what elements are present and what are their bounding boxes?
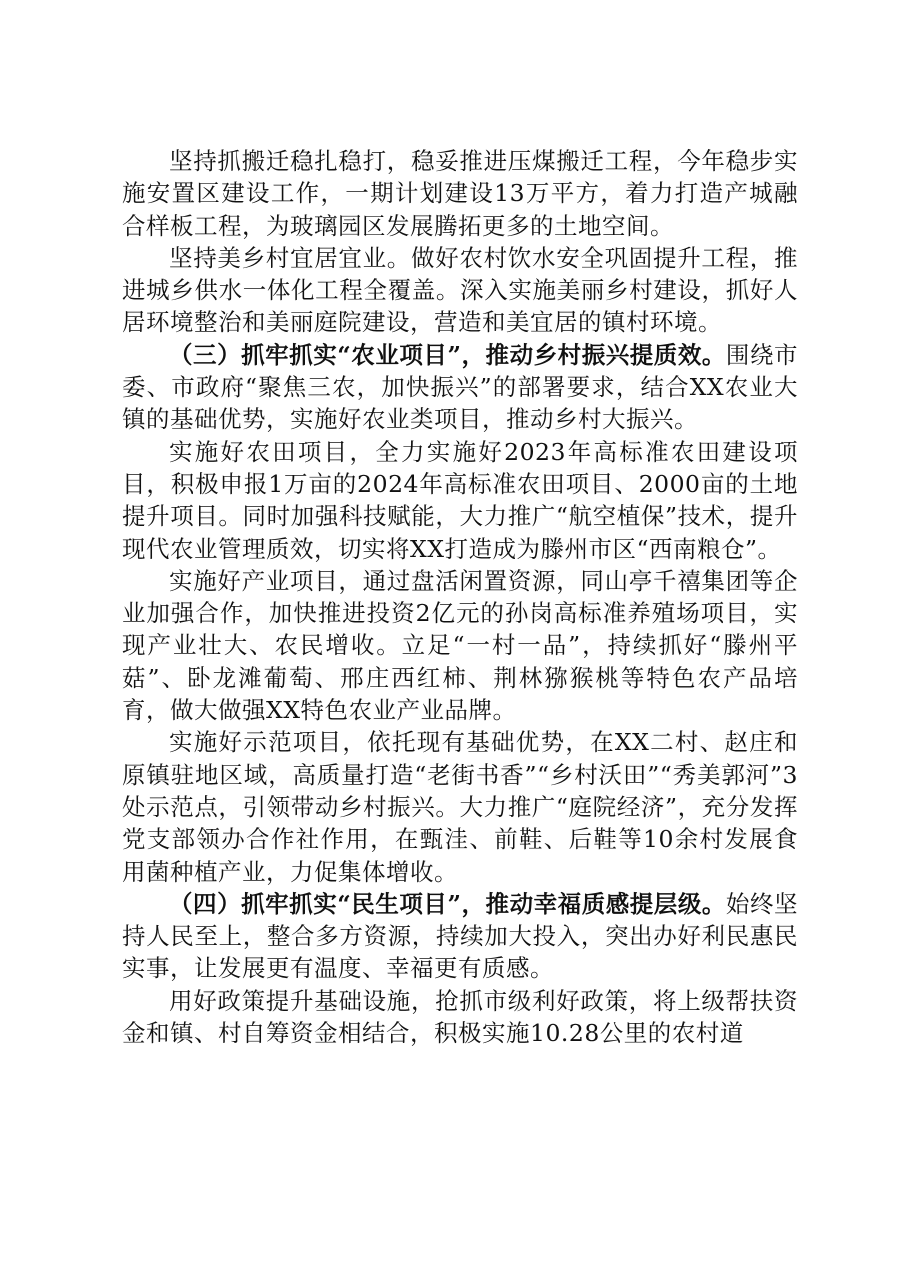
paragraph-industry: 实施好产业项目，通过盘活闲置资源，同山亭千禧集团等企业加强合作，加快推进投资2亿元的孙岗高标准养殖场项目，实现产业壮大、农民增收。立足“一村一品”，持续抓好“滕州平菇”、卧龙滩葡萄、邢庄西红柿、荆林猕猴桃等特色农产品培育，做大做强XX特色农业产业品牌。 — [122, 566, 798, 725]
paragraph-village-living: 坚持美乡村宜居宜业。做好农村饮水安全巩固提升工程，推进城乡供水一体化工程全覆盖。深入实施美丽乡村建设，抓好人居环境整治和美丽庭院建设，营造和美宜居的镇村环境。 — [122, 243, 798, 337]
paragraph-infrastructure: 用好政策提升基础设施，抢抓市级利好政策，将上级帮扶资金和镇、村自筹资金相结合，积极实施10.28公里的农村道 — [122, 986, 798, 1048]
document-body — [122, 145, 798, 1049]
paragraph-farmland: 实施好农田项目，全力实施好2023年高标准农田建设项目，积极申报1万亩的2024年高标准农田项目、2000亩的土地提升项目。同时加强科技赋能，大力推广“航空植保”技术，提升现代农业管理质效，切实将XX打造成为滕州市区“西南粮仓”。 — [122, 437, 798, 563]
section-heading-text: 围绕市委、市政府“聚焦三农，加快振兴”的部署要求，结合XX农业大镇的基础优势，实施好农业类项目，推动乡村大振兴。 — [122, 340, 798, 434]
paragraph-demonstration: 实施好示范项目，依托现有基础优势，在XX二村、赵庄和原镇驻地区域，高质量打造“老街书香”“乡村沃田”“秀美郭河”3处示范点，引领带动乡村振兴。大力推广“庭院经济”，充分发挥党支部领办合作社作用，在甄洼、前鞋、后鞋等10余村发展食用菌种植产业，力促集体增收。 — [122, 728, 798, 886]
section-heading-livelihood — [122, 888, 798, 985]
section-heading-title: （四）抓牢抓实“民生项目”，推动幸福质感提层级。 — [169, 889, 726, 918]
paragraph-relocation: 坚持抓搬迁稳扎稳打，稳妥推进压煤搬迁工程，今年稳步实施安置区建设工作，一期计划建设13万平方，着力打造产城融合样板工程，为玻璃园区发展腾拓更多的土地空间。 — [122, 147, 798, 240]
section-heading-agriculture — [122, 339, 798, 436]
section-heading-title: （三）抓牢抓实“农业项目”，推动乡村振兴提质效。 — [169, 340, 726, 369]
section-heading-text: 始终坚持人民至上，整合多方资源，持续加大投入，突出办好利民惠民实事，让发展更有温度、幸福更有质感。 — [122, 889, 798, 983]
